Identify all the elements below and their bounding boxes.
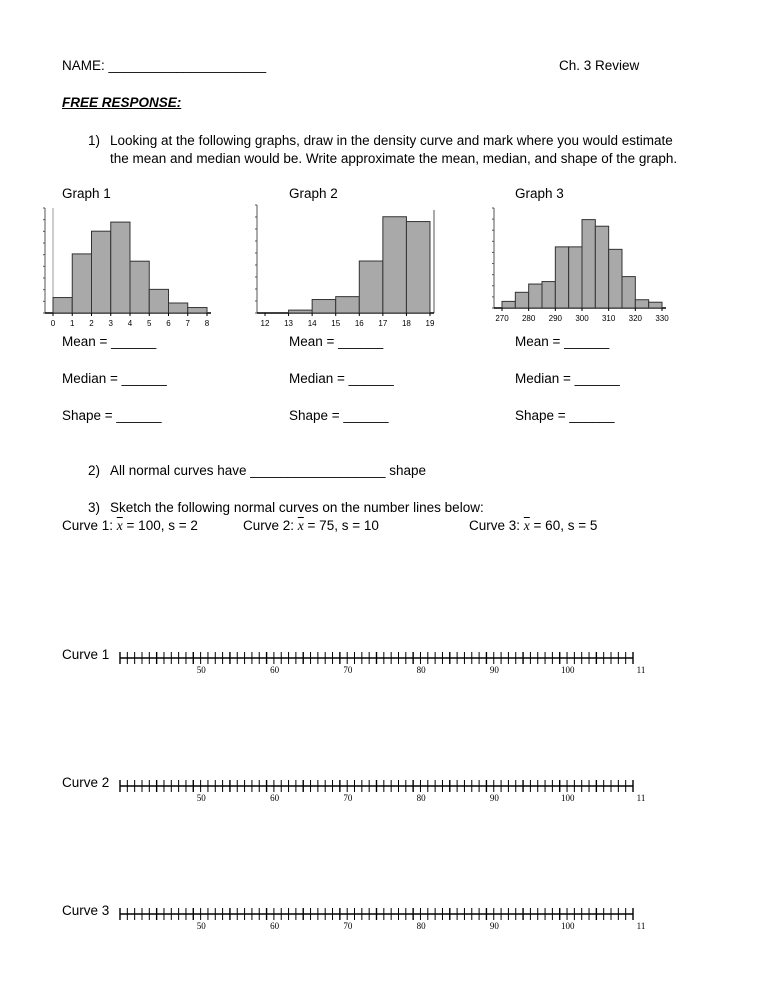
x-tick-label: 3 <box>108 319 113 328</box>
number-line-label: 80 <box>416 793 426 803</box>
histogram-bar <box>169 303 188 313</box>
number-line-label: 90 <box>489 921 499 931</box>
histogram-bar <box>149 289 168 313</box>
histogram-bar <box>359 261 383 313</box>
number-line-label: 60 <box>270 921 280 931</box>
curve1-prefix: Curve 1: <box>62 518 114 533</box>
histogram-bar <box>130 261 149 313</box>
x-tick-label: 8 <box>204 319 210 328</box>
graph3-histogram <box>490 205 675 330</box>
x-tick-label: 310 <box>601 314 616 323</box>
section-title: FREE RESPONSE: <box>62 95 182 110</box>
histogram-bar <box>609 249 622 308</box>
curve2-label: Curve 2 <box>62 775 110 790</box>
x-tick-label: 330 <box>655 314 669 323</box>
histogram-bar <box>336 297 360 313</box>
graph2-histogram <box>252 205 442 330</box>
graph3-mean[interactable]: Mean = ______ <box>515 334 610 349</box>
x-tick-label: 2 <box>89 319 94 328</box>
curve2-params: = 75, s = 10 <box>303 518 379 533</box>
histogram-bar <box>515 292 528 308</box>
graph3-median[interactable]: Median = ______ <box>515 371 620 386</box>
graph1-histogram <box>40 205 220 330</box>
x-tick-label: 16 <box>354 319 364 328</box>
number-line-label: 100 <box>560 793 575 803</box>
histogram-bar <box>406 222 430 313</box>
number-line-label: 50 <box>196 793 206 803</box>
curve1-spec <box>62 518 198 534</box>
graph1-title: Graph 1 <box>62 186 111 201</box>
q3-number: 3) <box>88 500 101 515</box>
curve2-xbar: $\overline{x}$ <box>297 518 304 533</box>
histogram-bar <box>72 254 91 313</box>
x-tick-label: 7 <box>185 319 190 328</box>
curve1-params: = 100, s = 2 <box>122 518 198 533</box>
curve3-number-line[interactable] <box>115 904 645 934</box>
number-line-label: 11 <box>636 793 646 803</box>
x-tick-label: 1 <box>70 319 75 328</box>
number-line-label: 70 <box>343 793 353 803</box>
curve1-xbar: $\overline{x}$ <box>116 518 123 533</box>
curve3-label: Curve 3 <box>62 903 110 918</box>
x-tick-label: 270 <box>495 314 509 323</box>
graph2-mean[interactable]: Mean = ______ <box>289 334 384 349</box>
q1-text-line2: the mean and median would be. Write approximate the mean, median, and shape of the graph. <box>110 151 678 166</box>
curve2-spec <box>243 518 379 534</box>
histogram-bar <box>188 308 207 313</box>
histogram-bar <box>383 217 407 313</box>
number-line-label: 60 <box>270 665 280 675</box>
curve3-xbar: $\overline{x}$ <box>523 518 530 533</box>
number-line-label: 50 <box>196 665 206 675</box>
histogram-bar <box>649 302 662 308</box>
x-tick-label: 17 <box>378 319 388 328</box>
chapter-title: Ch. 3 Review <box>559 58 640 73</box>
histogram-bar <box>92 231 111 313</box>
number-line-label: 50 <box>196 921 206 931</box>
q1-text-line1: Looking at the following graphs, draw in the density curve and mark where you would estimate <box>110 133 673 148</box>
curve2-number-line[interactable] <box>115 776 645 806</box>
name-field[interactable]: NAME: _____________________ <box>62 58 267 73</box>
x-tick-label: 18 <box>401 319 411 328</box>
number-line-label: 100 <box>560 921 575 931</box>
histogram-bar <box>312 300 336 313</box>
number-line-label: 70 <box>343 665 353 675</box>
histogram-bar <box>595 226 608 308</box>
graph1-median[interactable]: Median = ______ <box>62 371 167 386</box>
number-line-label: 90 <box>489 793 499 803</box>
histogram-bar <box>529 284 542 308</box>
histogram-bar <box>635 300 648 308</box>
x-tick-label: 13 <box>284 319 294 328</box>
x-tick-label: 15 <box>331 319 341 328</box>
x-tick-label: 0 <box>50 319 56 328</box>
graph2-shape[interactable]: Shape = ______ <box>289 408 389 423</box>
curve1-number-line[interactable] <box>115 648 645 678</box>
x-tick-label: 4 <box>127 319 133 328</box>
curve3-prefix: Curve 3: <box>469 518 521 533</box>
histogram-bar <box>569 247 582 308</box>
x-tick-label: 280 <box>521 314 536 323</box>
number-line-label: 60 <box>270 793 280 803</box>
curve3-params: = 60, s = 5 <box>529 518 598 533</box>
histogram-bar <box>542 282 555 308</box>
number-line-label: 80 <box>416 665 426 675</box>
histogram-bar <box>622 277 635 308</box>
number-line-label: 90 <box>489 665 499 675</box>
q1-number: 1) <box>88 133 101 148</box>
curve1-label: Curve 1 <box>62 647 110 662</box>
x-tick-label: 12 <box>260 319 270 328</box>
graph1-shape[interactable]: Shape = ______ <box>62 408 162 423</box>
graph2-median[interactable]: Median = ______ <box>289 371 394 386</box>
histogram-bar <box>502 301 515 308</box>
graph3-shape[interactable]: Shape = ______ <box>515 408 615 423</box>
curve3-spec <box>469 518 597 534</box>
curve2-prefix: Curve 2: <box>243 518 295 533</box>
x-tick-label: 5 <box>147 319 152 328</box>
number-line-label: 11 <box>636 665 646 675</box>
q2-number: 2) <box>88 463 101 478</box>
number-line-label: 11 <box>636 921 646 931</box>
q2-text[interactable]: All normal curves have __________________ shape <box>110 463 426 478</box>
number-line-label: 80 <box>416 921 426 931</box>
number-line-label: 100 <box>560 665 575 675</box>
x-tick-label: 290 <box>548 314 563 323</box>
histogram-bar <box>111 222 130 313</box>
number-line-label: 70 <box>343 921 353 931</box>
x-tick-label: 300 <box>575 314 589 323</box>
x-tick-label: 14 <box>307 319 317 328</box>
graph1-mean[interactable]: Mean = ______ <box>62 334 157 349</box>
histogram-bar <box>289 310 313 313</box>
q3-text: Sketch the following normal curves on the number lines below: <box>110 500 484 515</box>
graph2-title: Graph 2 <box>289 186 338 201</box>
histogram-bar <box>53 298 72 313</box>
histogram-bar <box>555 247 568 308</box>
x-tick-label: 320 <box>628 314 643 323</box>
histogram-bar <box>582 220 595 308</box>
x-tick-label: 19 <box>425 319 435 328</box>
graph3-title: Graph 3 <box>515 186 564 201</box>
x-tick-label: 6 <box>166 319 171 328</box>
